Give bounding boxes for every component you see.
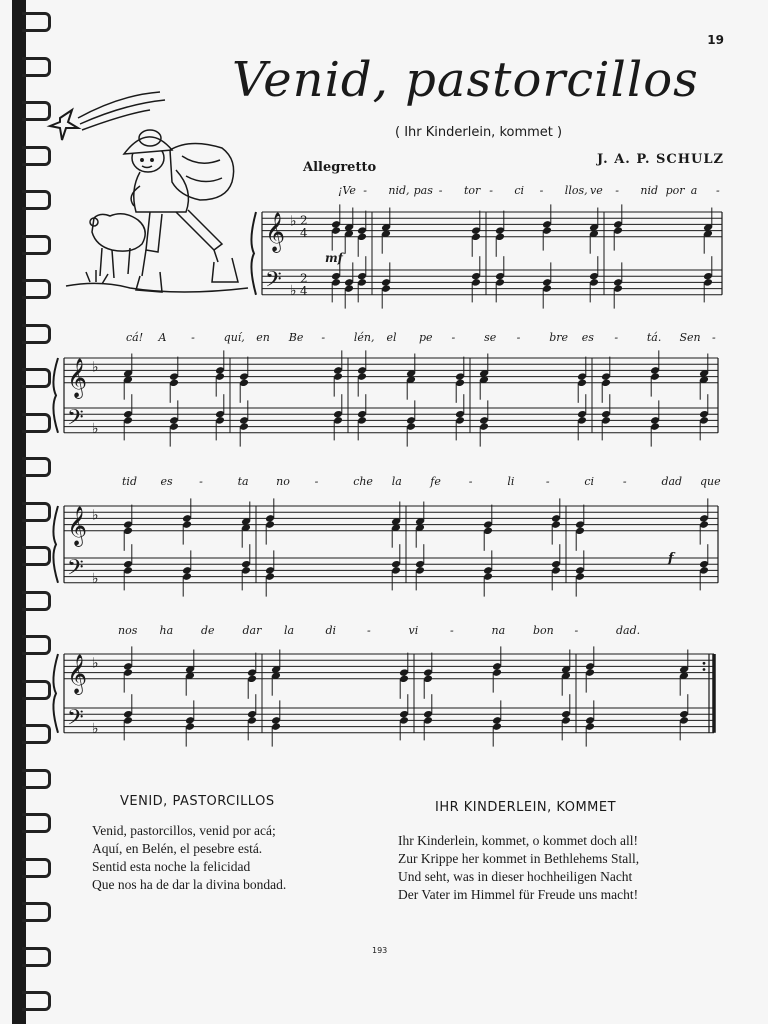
system-brace <box>53 654 58 733</box>
key-signature-flat: ♭ <box>92 420 99 437</box>
lyric-syllable: di <box>325 624 337 637</box>
lyric-syllable: ci <box>514 184 525 197</box>
lyric-syllable: - <box>712 331 716 344</box>
dynamic-mf: mf <box>325 251 343 265</box>
verse-line: Ihr Kinderlein, kommet, o kommet doch all! <box>398 833 638 848</box>
lyric-syllable: nid <box>640 184 659 197</box>
lyric-syllable: vi <box>408 624 419 637</box>
lyric-syllable: ¡Ve <box>338 184 356 197</box>
lyric-syllable: a <box>690 184 698 197</box>
key-signature-flat: ♭ <box>92 359 99 376</box>
lyric-syllable: llos, <box>564 184 588 197</box>
lyric-syllable: en <box>256 331 270 344</box>
lyric-syllable: - <box>539 184 544 197</box>
footer-page-number: 193 <box>372 946 388 955</box>
verse-line: Sentid esta noche la felicidad <box>92 859 251 874</box>
repeat-dot <box>703 662 706 665</box>
time-signature: 2 <box>300 213 308 228</box>
lyric-syllable: es <box>581 331 594 344</box>
lyric-syllable: che <box>353 475 373 488</box>
lyric-syllable: - <box>574 624 579 637</box>
repeat-dot <box>703 668 706 671</box>
lyric-syllable: Sen <box>679 331 701 344</box>
lyric-syllable: dar <box>242 624 262 637</box>
lyric-syllable: la <box>284 624 295 637</box>
time-signature: 2 <box>300 271 308 286</box>
lyric-syllable: ve <box>590 184 603 197</box>
lyric-syllable: - <box>438 184 443 197</box>
lyric-syllable: cá! <box>126 331 144 344</box>
lyric-syllable: por <box>665 184 685 197</box>
lyric-syllable: que <box>700 475 721 488</box>
verse-line: Aquí, en Belén, el pesebre está. <box>92 841 263 856</box>
verse-german <box>398 832 639 904</box>
verse-line: Que nos ha de dar la divina bondad. <box>92 877 287 892</box>
lyric-syllable: pe <box>419 331 433 344</box>
time-signature: 4 <box>300 283 308 298</box>
key-signature-flat: ♭ <box>290 213 297 230</box>
page-number: 19 <box>707 33 724 47</box>
lyric-syllable: ci <box>584 475 595 488</box>
key-signature-flat: ♭ <box>92 570 99 587</box>
lyric-syllable: - <box>321 331 326 344</box>
lyric-syllable: nos <box>118 624 138 637</box>
lyric-syllable: fe <box>430 475 441 488</box>
treble-clef: 𝄞 <box>67 357 88 398</box>
verse-line: Der Vater im Himmel für Freude uns macht! <box>398 887 639 902</box>
song-subtitle: ( Ihr Kinderlein, kommet ) <box>395 125 563 140</box>
lyric-syllable: se <box>484 331 497 344</box>
lyric-syllable: bon <box>533 624 554 637</box>
lyric-syllable: - <box>622 475 627 488</box>
lyric-syllable: ta <box>237 475 249 488</box>
system-brace <box>53 358 58 433</box>
treble-clef: 𝄞 <box>265 211 286 252</box>
key-signature-flat: ♭ <box>290 282 297 299</box>
system-brace <box>53 506 58 583</box>
key-signature-flat: ♭ <box>92 720 99 737</box>
lyric-syllable: quí, <box>223 331 245 344</box>
treble-clef: 𝄞 <box>67 653 88 694</box>
lyric-syllable: - <box>314 475 319 488</box>
lyric-syllable: nid, <box>388 184 410 197</box>
lyric-syllable: dad. <box>616 624 641 637</box>
lyric-syllable: - <box>199 475 203 488</box>
lyric-syllable: tá. <box>646 331 662 344</box>
lyric-syllable: - <box>451 331 456 344</box>
tempo-marking: Allegretto <box>303 160 377 175</box>
lyric-syllable: la <box>391 475 402 488</box>
lyric-syllable: tor <box>464 184 481 197</box>
bass-clef: 𝄢 <box>67 555 84 586</box>
verse-line: Zur Krippe her kommet in Bethlehems Stall, <box>398 851 640 866</box>
key-signature-flat: ♭ <box>92 507 99 524</box>
lyric-syllable: A <box>158 331 167 344</box>
key-signature-flat: ♭ <box>92 655 99 672</box>
lyric-syllable: - <box>191 331 195 344</box>
bass-clef: 𝄢 <box>67 705 84 736</box>
lyric-syllable: tid <box>122 475 137 488</box>
lyric-syllable: es <box>160 475 173 488</box>
treble-clef: 𝄞 <box>67 505 88 546</box>
verse-heading-spanish: VENID, PASTORCILLOS <box>120 794 275 809</box>
lyric-syllable: - <box>450 624 454 637</box>
lyric-syllable: no <box>276 475 290 488</box>
composer: J. A. P. SCHULZ <box>597 152 724 167</box>
bass-clef: 𝄢 <box>67 405 84 436</box>
lyric-syllable: na <box>491 624 506 637</box>
song-title: Venid, pastorcillos <box>232 52 699 108</box>
lyric-syllable: - <box>367 624 371 637</box>
lyric-syllable: bre <box>549 331 569 344</box>
lyric-syllable: lén, <box>353 331 375 344</box>
verse-line: Venid, pastorcillos, venid por acá; <box>92 823 276 838</box>
lyric-syllable: - <box>489 184 493 197</box>
lyric-syllable: - <box>468 475 473 488</box>
lyric-syllable: - <box>614 331 619 344</box>
lyric-syllable: pas <box>413 184 433 197</box>
verse-line: Und seht, was in dieser hochheiligen Nacht <box>398 869 633 884</box>
lyric-syllable: - <box>716 184 720 197</box>
verse-spanish <box>92 822 286 894</box>
lyric-syllable: - <box>363 184 367 197</box>
dynamic-f: f <box>668 551 674 566</box>
system-brace <box>251 212 256 295</box>
lyric-syllable: Be <box>288 331 304 344</box>
lyric-syllable: dad <box>661 475 683 488</box>
bass-clef: 𝄢 <box>265 267 282 298</box>
lyric-syllable: ha <box>159 624 174 637</box>
time-signature: 4 <box>300 225 308 240</box>
lyric-syllable: - <box>516 331 521 344</box>
lyric-syllable: de <box>201 624 215 637</box>
lyric-syllable: li <box>507 475 515 488</box>
lyric-syllable: - <box>545 475 550 488</box>
lyric-syllable: el <box>386 331 397 344</box>
lyric-syllable: - <box>615 184 619 197</box>
verse-heading-german: IHR KINDERLEIN, KOMMET <box>435 800 617 815</box>
